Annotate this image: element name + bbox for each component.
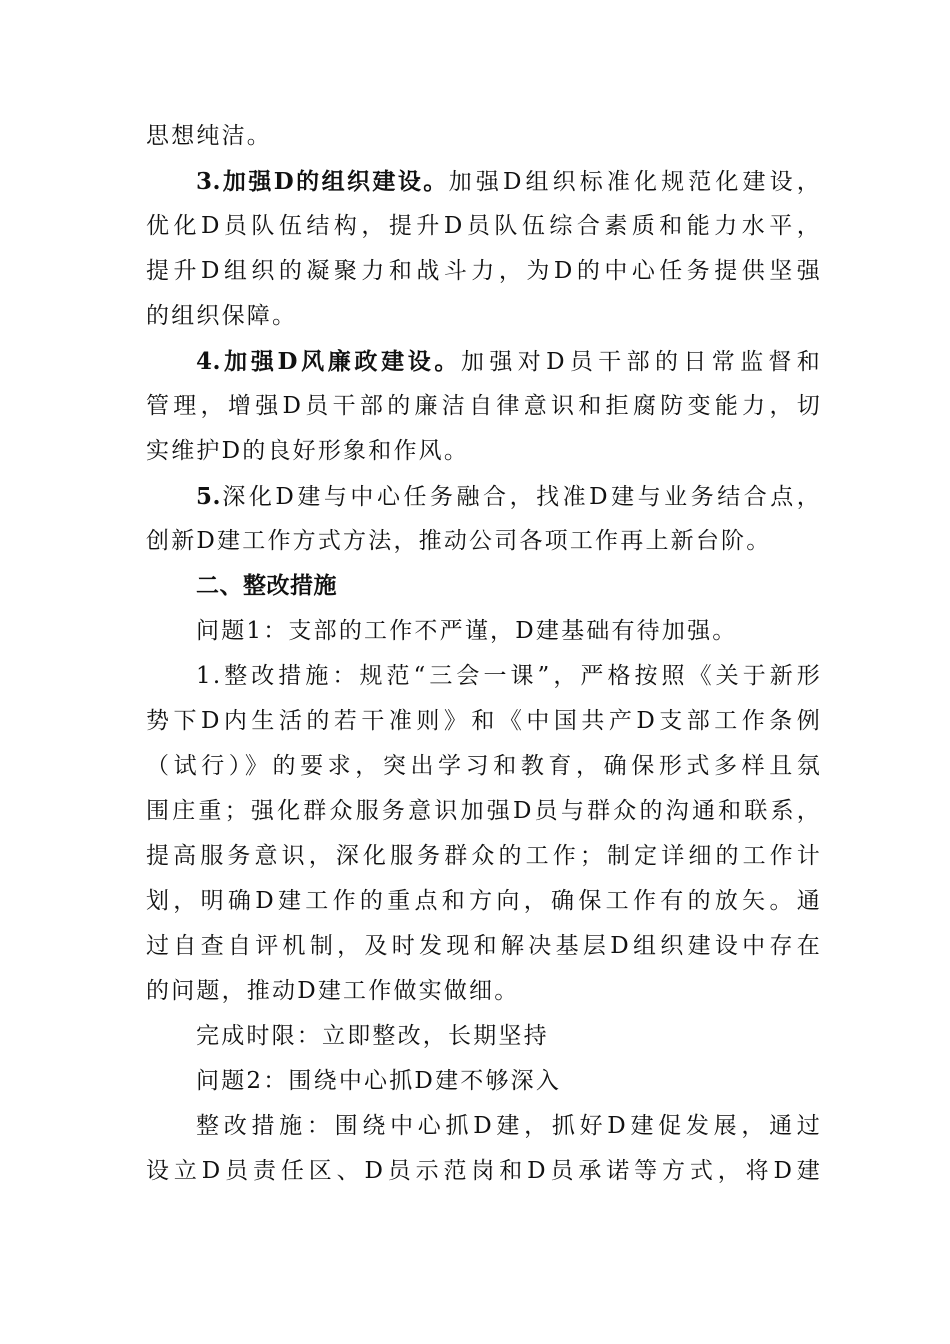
measure-1-line-1: 1.整改措施：规范“三会一课”，严格按照《关于新形	[196, 663, 822, 689]
measure-1-line-3: （试行）》的要求，突出学习和教育，确保形式多样且氛	[146, 753, 822, 779]
item-5-text: 深化D建与中心任务融合，找准D建与业务结合点，	[221, 484, 822, 510]
problem-2-line: 问题2：围绕中心抓D建不够深入	[196, 1068, 562, 1094]
measure-1-line-5: 提高服务意识，深化服务群众的工作；制定详细的工作计	[146, 843, 822, 869]
section-heading-rectification-measures: 二、整改措施	[196, 573, 337, 599]
paragraph-continuation-line: 思想纯洁。	[146, 123, 272, 149]
paragraph-item-5-line-1	[146, 474, 822, 519]
paragraph-item-4-line-1	[146, 339, 822, 384]
problem-1-line: 问题1：支部的工作不严谨，D建基础有待加强。	[196, 618, 738, 644]
item-4-bold-lead: 4.加强D风廉政建设。	[196, 348, 462, 375]
measure-1-line-7: 过自查自评机制，及时发现和解决基层D组织建设中存在	[146, 933, 822, 959]
paragraph-item-3-line-1	[146, 159, 822, 204]
item-5-lead: 5.	[196, 483, 222, 510]
paragraph-item-5-line-2: 创新D建工作方式方法，推动公司各项工作再上新台阶。	[146, 528, 772, 554]
paragraph-item-4-line-3: 实维护D的良好形象和作风。	[146, 438, 470, 464]
paragraph-item-3-line-2: 优化D员队伍结构，提升D员队伍综合素质和能力水平，	[146, 213, 822, 239]
item-3-bold-lead: 3.加强D的组织建设。	[196, 168, 449, 195]
item-3-text: 加强D组织标准化规范化建设，	[448, 169, 822, 195]
measure-2-line-1: 整改措施：围绕中心抓D建，抓好D建促发展，通过	[196, 1113, 822, 1139]
paragraph-item-4-line-2: 管理，增强D员干部的廉洁自律意识和拒腐防变能力，切	[146, 393, 822, 419]
paragraph-item-3-line-3: 提升D组织的凝聚力和战斗力，为D的中心任务提供坚强	[146, 258, 822, 284]
deadline-1-line: 完成时限：立即整改，长期坚持	[196, 1023, 549, 1049]
measure-2-line-2: 设立D员责任区、D员示范岗和D员承诺等方式，将D建	[146, 1158, 822, 1184]
document-page	[146, 114, 822, 1194]
paragraph-item-3-line-4: 的组织保障。	[146, 303, 298, 329]
measure-1-line-4: 围庄重；强化群众服务意识加强D员与群众的沟通和联系，	[146, 798, 822, 824]
measure-1-line-8: 的问题，推动D建工作做实做细。	[146, 978, 520, 1004]
measure-1-line-2: 势下D内生活的若干准则》和《中国共产D支部工作条例	[146, 708, 822, 734]
item-4-text: 加强对D员干部的日常监督和	[461, 349, 822, 375]
measure-1-line-6: 划，明确D建工作的重点和方向，确保工作有的放矢。通	[146, 888, 822, 914]
